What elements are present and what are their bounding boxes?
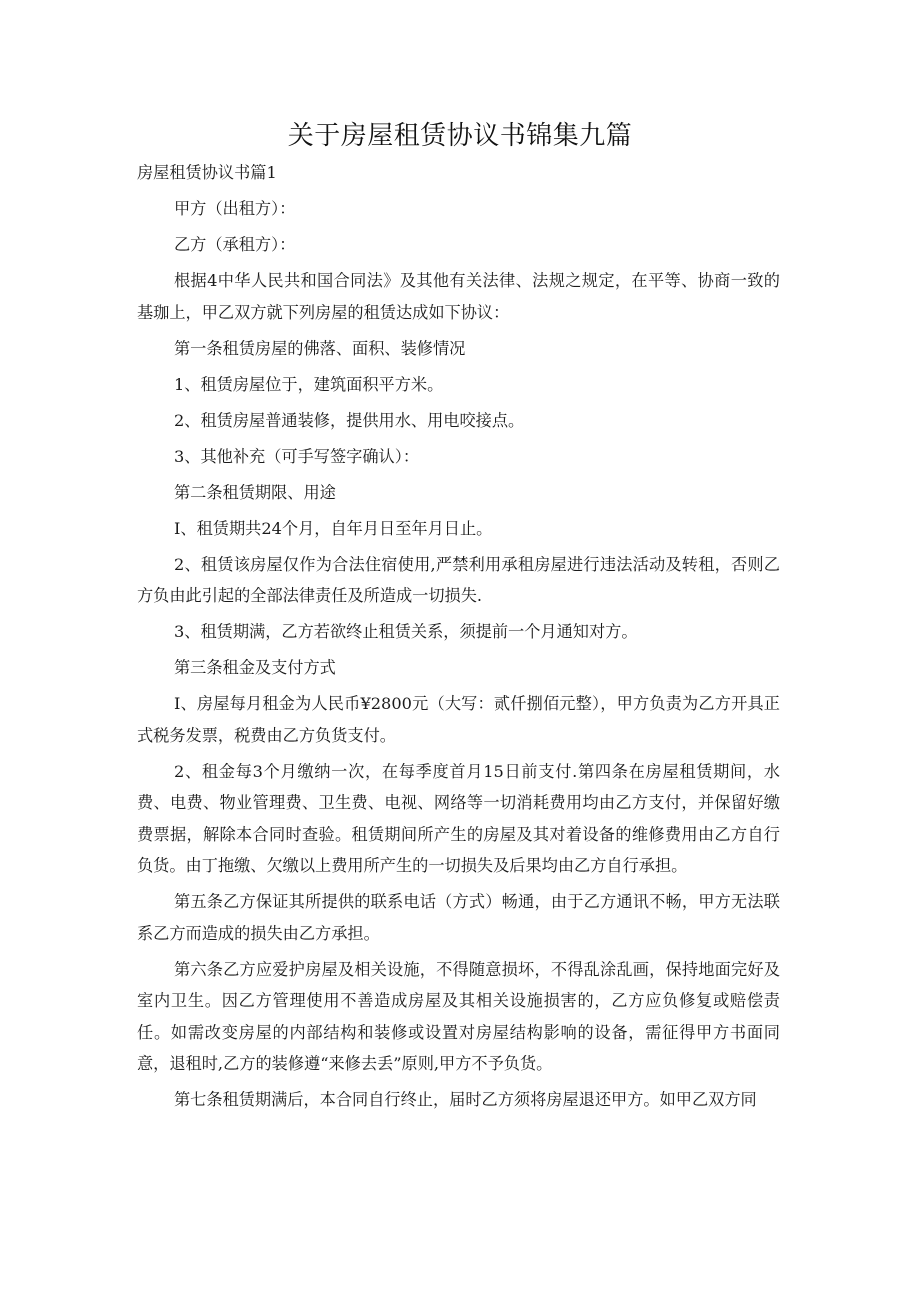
paragraph: 2、租赁房屋普通装修，提供用水、用电咬接点。	[174, 410, 525, 430]
paragraph: 3、租赁期满，乙方若欲终止租赁关系，须提前一个月通知对方。	[174, 622, 638, 641]
paragraph: 甲方（出租方）：	[174, 199, 296, 218]
document-body	[137, 157, 780, 1120]
paragraph: 第一条租赁房屋的佛落、面积、装修情况	[174, 338, 466, 358]
section-heading: 房屋租赁协议书篇1	[137, 163, 277, 182]
paragraph: I、租赁期共24个月，自年月日至年月日止。	[174, 518, 493, 538]
paragraph: 2、租金每3个月缴纳一次，在每季度首月15日前支付.第四条在房屋租赁期间，水费、电费、物业管理费、卫生费、电视、网络等一切消耗费用均由乙方支付，并保留好缴费票据，解除本合同时查验。租赁期间所产生的房屋及其对着设备的维修费用由乙方自行负货。由丁拖缴、欠缴以上费用所产生的一切损失及后果均由乙方自行承担。	[137, 761, 780, 875]
paragraph: 第二条租赁期限、用途	[174, 482, 336, 502]
paragraph: 根据4中华人民共和国合同法》及其他有关法律、法规之规定，在平等、协商一致的基珈上，甲乙双方就下列房屋的租赁达成如下协议：	[137, 271, 780, 322]
paragraph: 3、其他补充（可手写签字确认）：	[174, 446, 420, 466]
paragraph: 第六条乙方应爱护房屋及相关设施，不得随意损坏，不得乱涂乱画，保持地面完好及室内卫生。因乙方管理使用不善造成房屋及其相关设施损害的，乙方应负修复或赔偿责任。如需改变房屋的内部结构和装修或设置对房屋结构影响的设备，需征得甲方书面同意，退租时,乙方的装修遵“来修去丢”原则,甲方不予负货。	[137, 959, 780, 1073]
document-title: 关于房屋租赁协议书锦集九篇	[287, 121, 633, 151]
paragraph: 第三条租金及支付方式	[174, 658, 336, 677]
paragraph: 第五条乙方保证其所提供的联系电话（方式）畅通，由于乙方通讯不畅，甲方无法联系乙方而造成的损失由乙方承担。	[137, 892, 780, 943]
paragraph: I、房屋每月租金为人民币¥2800元（大写：贰仟捌佰元整），甲方负责为乙方开具正式税务发票，税费由乙方负货支付。	[137, 694, 780, 745]
paragraph: 乙方（承租方）：	[174, 235, 296, 254]
paragraph: 1、租赁房屋位于，建筑面积平方米。	[174, 374, 444, 394]
paragraph: 2、租赁该房屋仅作为合法住宿使用,严禁利用承租房屋进行违法活动及转租，否则乙方负由此引起的全部法律责任及所造成一切损失.	[137, 554, 780, 605]
paragraph: 第七条租赁期满后，本合同自行终止，届时乙方须将房屋退还甲方。如甲乙双方同	[174, 1090, 757, 1109]
